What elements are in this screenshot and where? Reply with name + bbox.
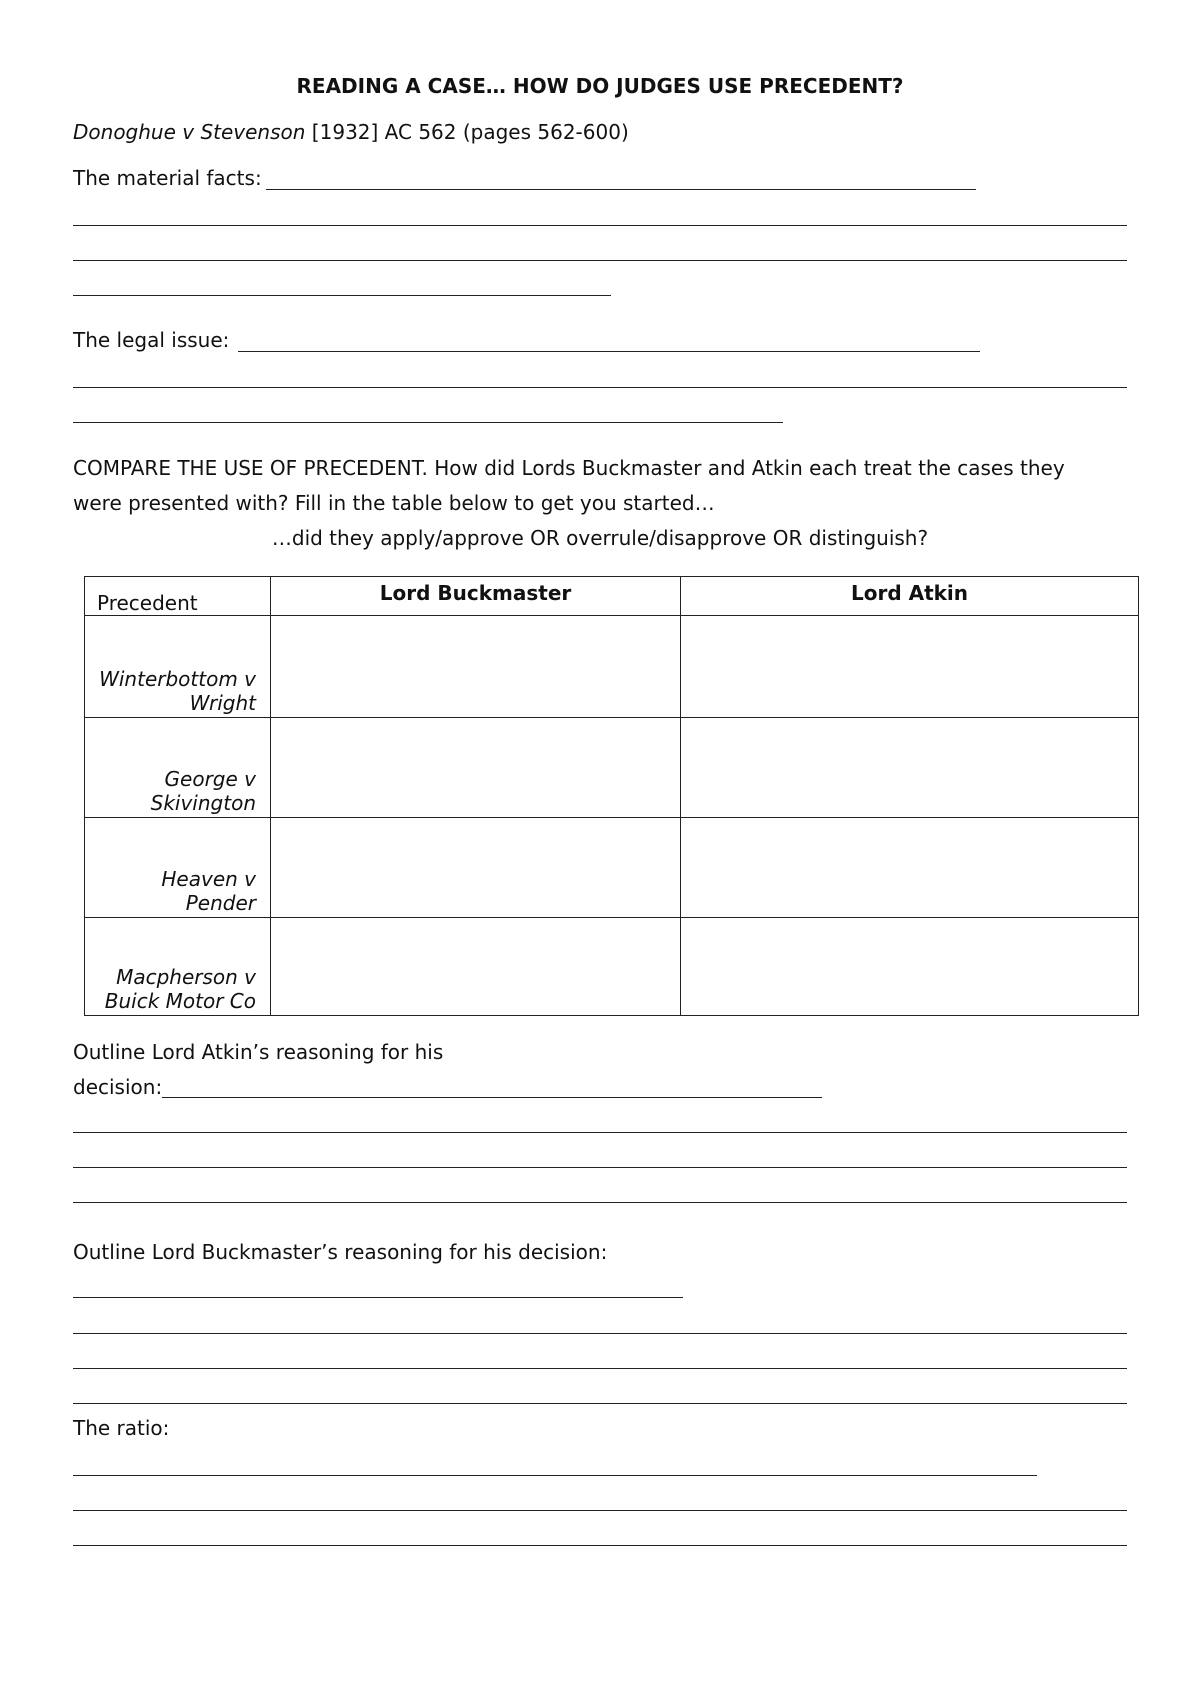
case-citation bbox=[73, 122, 629, 142]
table-row bbox=[85, 918, 1139, 1016]
header-precedent: Precedent bbox=[85, 577, 271, 616]
atkin-reasoning-line-1[interactable] bbox=[162, 1097, 822, 1098]
ratio-line-3[interactable] bbox=[73, 1545, 1127, 1546]
precedent-name: Heaven v bbox=[161, 867, 256, 891]
material-facts-line-3[interactable] bbox=[73, 260, 1127, 261]
precedent-name: Wright bbox=[189, 691, 256, 715]
precedent-name: Skivington bbox=[150, 791, 256, 815]
atkin-reasoning-line-2[interactable] bbox=[73, 1132, 1127, 1133]
legal-issue-line-3[interactable] bbox=[73, 422, 783, 423]
ratio-line-2[interactable] bbox=[73, 1510, 1127, 1511]
atkin-answer-cell[interactable] bbox=[681, 818, 1139, 918]
atkin-answer-cell[interactable] bbox=[681, 718, 1139, 818]
material-facts-line-4[interactable] bbox=[73, 295, 611, 296]
atkin-reasoning-line-3[interactable] bbox=[73, 1167, 1127, 1168]
ratio-line-1[interactable] bbox=[73, 1475, 1037, 1476]
compare-instruction-line-2: were presented with? Fill in the table below to get you started… bbox=[73, 491, 715, 515]
table-row bbox=[85, 718, 1139, 818]
precedent-cell bbox=[85, 818, 271, 918]
buckmaster-reasoning-line-1[interactable] bbox=[73, 1297, 683, 1298]
precedent-cell bbox=[85, 718, 271, 818]
precedent-cell bbox=[85, 616, 271, 718]
case-reference: [1932] AC 562 (pages 562-600) bbox=[305, 120, 629, 144]
buckmaster-answer-cell[interactable] bbox=[271, 918, 681, 1016]
ratio-label: The ratio: bbox=[73, 1416, 170, 1440]
compare-subtext: …did they apply/approve OR overrule/disapprove OR distinguish? bbox=[271, 526, 929, 550]
table-header-row bbox=[85, 577, 1139, 616]
table-row bbox=[85, 818, 1139, 918]
atkin-answer-cell[interactable] bbox=[681, 616, 1139, 718]
material-facts-line-1[interactable] bbox=[266, 189, 976, 190]
legal-issue-line-1[interactable] bbox=[238, 351, 980, 352]
header-lord-atkin: Lord Atkin bbox=[681, 577, 1139, 616]
buckmaster-reasoning-line-3[interactable] bbox=[73, 1368, 1127, 1369]
atkin-reasoning-label-cont: decision: bbox=[73, 1075, 163, 1099]
legal-issue-label: The legal issue: bbox=[73, 328, 230, 352]
atkin-answer-cell[interactable] bbox=[681, 918, 1139, 1016]
atkin-reasoning-label: Outline Lord Atkin’s reasoning for his bbox=[73, 1040, 444, 1064]
buckmaster-answer-cell[interactable] bbox=[271, 616, 681, 718]
precedent-name: George v bbox=[164, 767, 256, 791]
buckmaster-answer-cell[interactable] bbox=[271, 718, 681, 818]
table-row bbox=[85, 616, 1139, 718]
atkin-reasoning-line-4[interactable] bbox=[73, 1202, 1127, 1203]
precedent-table bbox=[84, 576, 1139, 1016]
header-lord-buckmaster: Lord Buckmaster bbox=[271, 577, 681, 616]
precedent-name: Pender bbox=[185, 891, 256, 915]
precedent-name: Winterbottom v bbox=[99, 667, 256, 691]
buckmaster-reasoning-line-2[interactable] bbox=[73, 1333, 1127, 1334]
material-facts-line-2[interactable] bbox=[73, 225, 1127, 226]
case-name: Donoghue v Stevenson bbox=[73, 120, 306, 144]
buckmaster-reasoning-label: Outline Lord Buckmaster’s reasoning for his decision: bbox=[73, 1240, 608, 1264]
precedent-cell bbox=[85, 918, 271, 1016]
legal-issue-line-2[interactable] bbox=[73, 387, 1127, 388]
precedent-name: Macpherson v bbox=[116, 965, 256, 989]
buckmaster-reasoning-line-4[interactable] bbox=[73, 1403, 1127, 1404]
material-facts-label: The material facts: bbox=[73, 166, 262, 190]
page-title: READING A CASE… HOW DO JUDGES USE PRECEDENT? bbox=[296, 74, 904, 98]
buckmaster-answer-cell[interactable] bbox=[271, 818, 681, 918]
precedent-name: Buick Motor Co bbox=[104, 989, 256, 1013]
compare-instruction-line-1: COMPARE THE USE OF PRECEDENT. How did Lords Buckmaster and Atkin each treat the cases they bbox=[73, 456, 1065, 480]
